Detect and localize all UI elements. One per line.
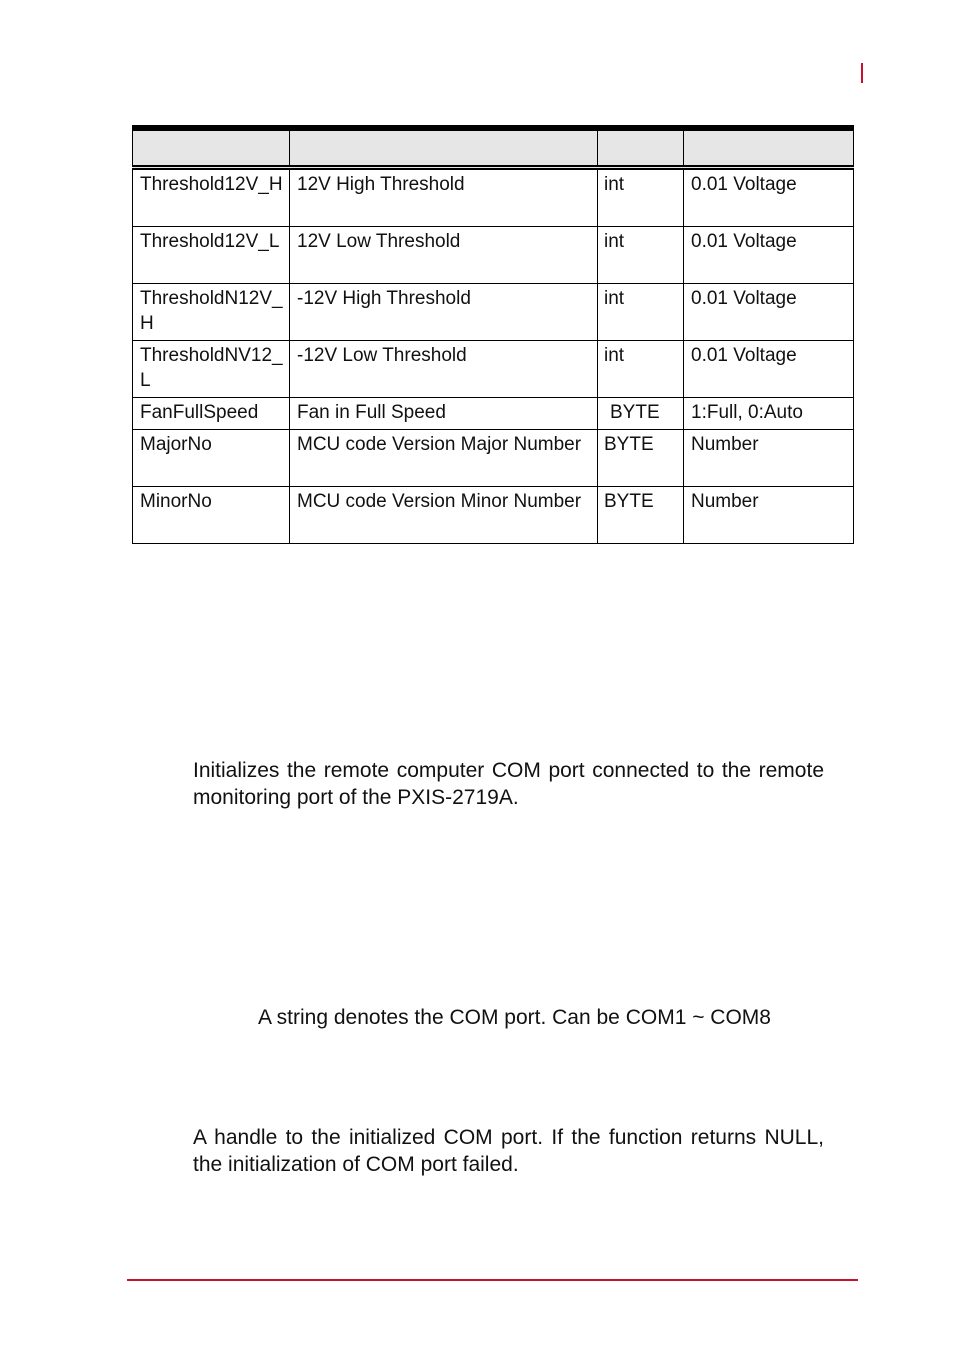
table-row <box>133 487 854 544</box>
cell-type: int <box>598 341 684 398</box>
header-cell-name <box>133 128 290 168</box>
footer-rule <box>127 1279 858 1281</box>
cell-unit: Number <box>684 430 854 487</box>
cell-description: -12V Low Threshold <box>290 341 598 398</box>
cell-type: int <box>598 168 684 227</box>
table-row <box>133 227 854 284</box>
cell-type: BYTE <box>598 398 684 430</box>
function-description: Initializes the remote computer COM port connected to the remote monitoring port of the PXIS-2719A. <box>193 759 824 809</box>
parameter-description: A string denotes the COM port. Can be COM1 ~ COM8 <box>258 1006 771 1029</box>
table-row <box>133 284 854 341</box>
table-row <box>133 341 854 398</box>
header-accent-mark <box>861 63 863 83</box>
cell-type: BYTE <box>598 430 684 487</box>
cell-unit: 0.01 Voltage <box>684 227 854 284</box>
cell-unit: 0.01 Voltage <box>684 168 854 227</box>
cell-unit: Number <box>684 487 854 544</box>
cell-description: 12V High Threshold <box>290 168 598 227</box>
cell-description: 12V Low Threshold <box>290 227 598 284</box>
table-row <box>133 430 854 487</box>
cell-name: ThresholdNV12_L <box>133 341 290 398</box>
header-cell-type <box>598 128 684 168</box>
header-cell-description <box>290 128 598 168</box>
table-row <box>133 398 854 430</box>
cell-name: Threshold12V_L <box>133 227 290 284</box>
cell-unit: 0.01 Voltage <box>684 284 854 341</box>
cell-type: int <box>598 227 684 284</box>
cell-description: Fan in Full Speed <box>290 398 598 430</box>
cell-description: -12V High Threshold <box>290 284 598 341</box>
return-value-description: A handle to the initialized COM port. If the function returns NULL, the initialization of COM port failed. <box>193 1126 824 1176</box>
cell-name: ThresholdN12V_H <box>133 284 290 341</box>
cell-name: FanFullSpeed <box>133 398 290 430</box>
cell-name: MinorNo <box>133 487 290 544</box>
header-cell-unit <box>684 128 854 168</box>
cell-name: MajorNo <box>133 430 290 487</box>
cell-type: BYTE <box>598 487 684 544</box>
table-header-row <box>133 128 854 168</box>
cell-name: Threshold12V_H <box>133 168 290 227</box>
parameter-table <box>132 125 854 544</box>
cell-description: MCU code Version Major Number <box>290 430 598 487</box>
cell-type: int <box>598 284 684 341</box>
cell-description: MCU code Version Minor Number <box>290 487 598 544</box>
cell-unit: 0.01 Voltage <box>684 341 854 398</box>
table-row <box>133 168 854 227</box>
cell-unit: 1:Full, 0:Auto <box>684 398 854 430</box>
